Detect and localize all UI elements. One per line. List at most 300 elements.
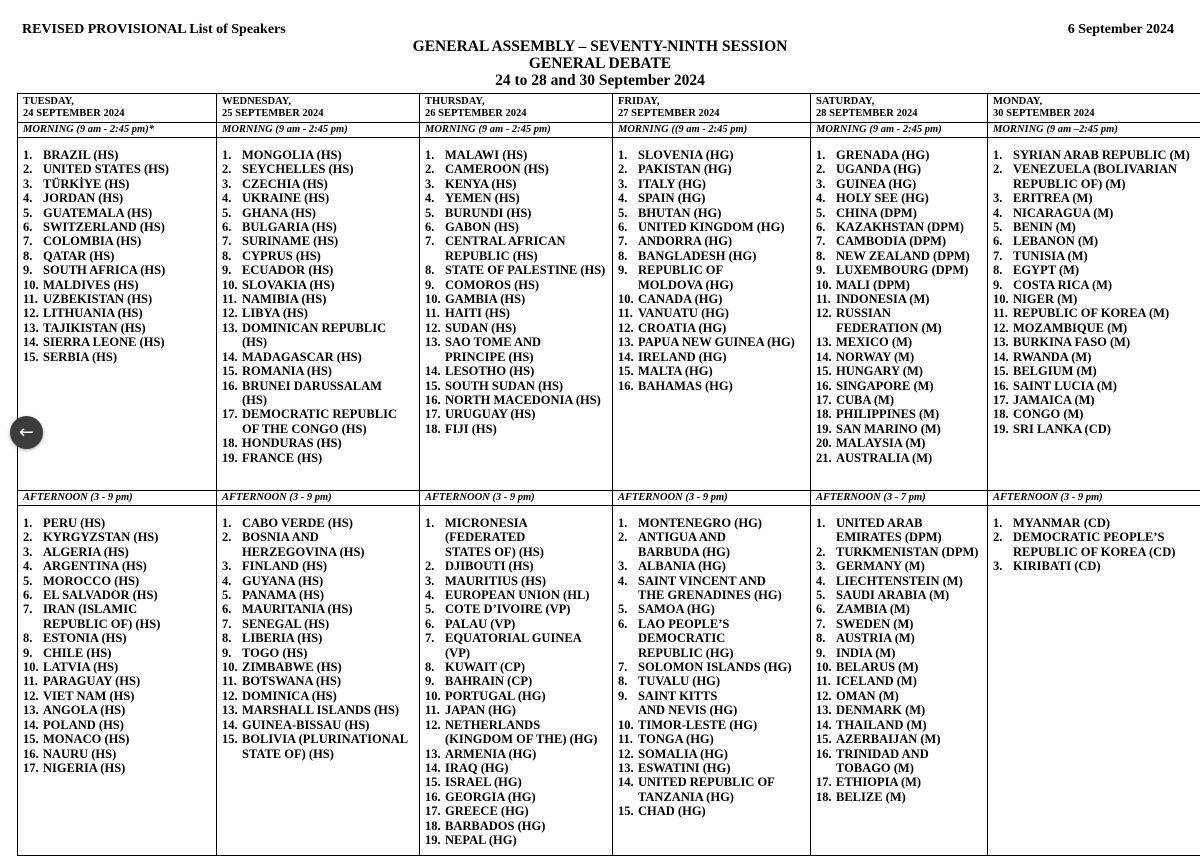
speaker-item	[23, 559, 211, 573]
speaker-name: PORTUGAL (HG)	[445, 688, 546, 703]
speaker-number: 8.	[993, 263, 1003, 278]
speaker-item	[222, 588, 414, 602]
speaker-item	[618, 177, 805, 191]
speaker-item	[618, 350, 805, 364]
speaker-name: ANGOLA (HS)	[43, 703, 126, 718]
speaker-name: KUWAIT (CP)	[445, 660, 525, 675]
speaker-item	[993, 559, 1200, 573]
speaker-item	[618, 775, 805, 804]
speaker-name: LATVIA (HS)	[43, 660, 119, 675]
speaker-item	[816, 220, 982, 234]
speaker-item	[618, 559, 805, 573]
speaker-number: 18.	[425, 421, 441, 436]
speaker-number: 12.	[222, 688, 238, 703]
speaker-number: 16.	[816, 378, 832, 393]
speaker-number: 7.	[618, 660, 628, 675]
speaker-item	[425, 718, 607, 747]
speaker-number: 13.	[618, 335, 634, 350]
speaker-number: 5.	[816, 588, 826, 603]
speaker-item	[425, 191, 607, 205]
speaker-name: LIBYA (HS)	[242, 306, 308, 321]
speaker-number: 4.	[23, 191, 33, 206]
speaker-number: 14.	[618, 349, 634, 364]
speaker-item	[23, 602, 211, 631]
speaker-name: ECUADOR (HS)	[242, 263, 334, 278]
speaker-number: 2.	[222, 162, 232, 177]
speaker-number: 7.	[816, 234, 826, 249]
speaker-number: 14.	[816, 717, 832, 732]
speaker-item	[222, 436, 414, 450]
speaker-item	[425, 819, 607, 833]
speaker-item	[618, 364, 805, 378]
speaker-name: ITALY (HG)	[638, 176, 706, 191]
speaker-name: GREECE (HG)	[445, 804, 529, 819]
speaker-name: HONDURAS (HS)	[242, 436, 342, 451]
speaker-number: 2.	[618, 162, 628, 177]
speaker-number: 12.	[425, 717, 441, 732]
speaker-name: SURINAME (HS)	[242, 234, 339, 249]
speaker-name: BAHRAIN (CP)	[445, 674, 533, 689]
speaker-number: 5.	[816, 205, 826, 220]
session-label: MORNING (9 am –2:45 pm)	[988, 123, 1200, 138]
speaker-item	[23, 335, 211, 349]
speaker-name: MALDIVES (HS)	[43, 277, 139, 292]
speaker-name: BELARUS (M)	[836, 660, 919, 675]
speaker-item	[618, 761, 805, 775]
speaker-name: DEMOCRATIC REPUBLIC OF THE CONGO (HS)	[242, 407, 397, 436]
speaker-item	[425, 321, 607, 335]
document-date: 6 September 2024	[1067, 22, 1174, 37]
speaker-number: 6.	[23, 220, 33, 235]
speaker-number: 4.	[816, 191, 826, 206]
speaker-number: 9.	[618, 688, 628, 703]
speaker-item	[23, 191, 211, 205]
speaker-name: SENEGAL (HS)	[242, 616, 330, 631]
speaker-item	[618, 206, 805, 220]
speaker-number: 6.	[222, 602, 232, 617]
speaker-item	[993, 422, 1200, 436]
speaker-name: FINLAND (HS)	[242, 559, 328, 574]
speaker-number: 1.	[993, 516, 1003, 530]
speaker-name: HAITI (HS)	[445, 306, 510, 321]
speaker-item	[222, 177, 414, 191]
speaker-number: 15.	[816, 732, 832, 747]
speaker-name: ARMENIA (HG)	[445, 746, 537, 761]
speaker-name: BELIZE (M)	[836, 789, 906, 804]
speaker-item	[222, 350, 414, 364]
speaker-number: 8.	[425, 263, 435, 278]
speaker-item	[816, 747, 982, 776]
speaker-item	[816, 602, 982, 616]
speaker-number: 14.	[222, 717, 238, 732]
speaker-number: 2.	[816, 544, 826, 559]
speaker-name: CANADA (HG)	[638, 292, 723, 307]
speaker-name: NEW ZEALAND (DPM)	[836, 248, 970, 263]
speaker-number: 6.	[23, 588, 33, 603]
speaker-name: ETHIOPIA (M)	[836, 775, 922, 790]
speaker-number: 12.	[993, 320, 1009, 335]
back-button[interactable]	[10, 416, 43, 449]
speaker-number: 5.	[222, 205, 232, 220]
speaker-list	[420, 138, 613, 491]
speaker-number: 3.	[618, 559, 628, 574]
speaker-number: 14.	[618, 775, 634, 790]
speaker-item	[816, 451, 982, 465]
speaker-number: 2.	[23, 530, 33, 545]
speaker-number: 13.	[23, 320, 39, 335]
speaker-number: 3.	[23, 176, 33, 191]
speaker-item	[816, 148, 982, 162]
speaker-list	[217, 506, 420, 856]
speaker-item	[618, 335, 805, 349]
speaker-name: MALAYSIA (M)	[836, 436, 926, 451]
speaker-item	[816, 436, 982, 450]
speaker-name: SAMOA (HG)	[638, 602, 715, 617]
speaker-item	[993, 263, 1200, 277]
speaker-name: MONTENEGRO (HG)	[638, 516, 762, 530]
speaker-name: CHAD (HG)	[638, 804, 706, 819]
speaker-number: 20.	[816, 436, 832, 451]
speaker-name: GUYANA (HS)	[242, 573, 324, 588]
session-label: AFTERNOON (3 - 7 pm)	[811, 491, 988, 506]
speaker-item	[425, 703, 607, 717]
speaker-name: CZECHIA (HS)	[242, 176, 328, 191]
speaker-item	[993, 516, 1200, 530]
speaker-list	[988, 138, 1200, 491]
speaker-name: NORWAY (M)	[836, 349, 915, 364]
speaker-number: 1.	[23, 148, 33, 162]
speaker-item	[23, 747, 211, 761]
speaker-number: 15.	[618, 804, 634, 819]
speaker-item	[23, 660, 211, 674]
speaker-name: DENMARK (M)	[836, 703, 926, 718]
speaker-item	[816, 393, 982, 407]
speaker-item	[23, 530, 211, 544]
speaker-name: KIRIBATI (CD)	[1013, 559, 1101, 574]
speaker-name: SAO TOME AND PRINCIPE (HS)	[445, 335, 542, 364]
speaker-name: GEORGIA (HG)	[445, 789, 536, 804]
speaker-item	[425, 234, 607, 263]
speaker-item	[816, 674, 982, 688]
speaker-number: 16.	[816, 746, 832, 761]
speaker-item	[816, 646, 982, 660]
speaker-item	[816, 191, 982, 205]
speaker-number: 11.	[222, 292, 237, 307]
speaker-number: 1.	[222, 148, 232, 162]
speaker-name: LITHUANIA (HS)	[43, 306, 143, 321]
speaker-name: KAZAKHSTAN (DPM)	[836, 220, 964, 235]
speaker-name: GERMANY (M)	[836, 559, 925, 574]
speaker-name: TIMOR-LESTE (HG)	[638, 717, 758, 732]
speaker-name: ANDORRA (HG)	[638, 234, 733, 249]
speaker-number: 3.	[993, 191, 1003, 206]
speaker-number: 13.	[23, 703, 39, 718]
speaker-name: UGANDA (HG)	[836, 162, 922, 177]
speaker-item	[993, 321, 1200, 335]
speaker-name: CABO VERDE (HS)	[242, 516, 353, 530]
speaker-number: 1.	[425, 516, 435, 530]
speaker-number: 11.	[816, 674, 831, 689]
speaker-number: 7.	[23, 234, 33, 249]
speaker-number: 10.	[425, 688, 441, 703]
speaker-number: 10.	[618, 292, 634, 307]
speaker-number: 2.	[993, 530, 1003, 545]
speaker-name: SOLOMON ISLANDS (HG)	[638, 660, 792, 675]
speaker-item	[222, 220, 414, 234]
speaker-item	[23, 249, 211, 263]
speaker-name: SAN MARINO (M)	[836, 421, 941, 436]
speaker-number: 11.	[816, 292, 831, 307]
speaker-item	[993, 350, 1200, 364]
speaker-name: MALTA (HG)	[638, 364, 713, 379]
speaker-number: 3.	[222, 559, 232, 574]
speaker-item	[993, 234, 1200, 248]
speaker-item	[23, 718, 211, 732]
speaker-number: 16.	[425, 789, 441, 804]
speaker-number: 18.	[222, 436, 238, 451]
speaker-number: 14.	[222, 349, 238, 364]
speaker-number: 2.	[993, 162, 1003, 177]
speaker-item	[816, 732, 982, 746]
speaker-name: MOROCCO (HS)	[43, 573, 140, 588]
speaker-number: 4.	[23, 559, 33, 574]
speaker-name: MICRONESIA (FEDERATED STATES OF) (HS)	[445, 516, 544, 559]
speaker-item	[425, 833, 607, 847]
speaker-item	[816, 559, 982, 573]
speaker-number: 1.	[425, 148, 435, 162]
speaker-number: 7.	[618, 234, 628, 249]
speaker-number: 11.	[425, 306, 440, 321]
speaker-number: 15.	[222, 732, 238, 747]
speaker-name: BENIN (M)	[1013, 220, 1076, 235]
speaker-number: 5.	[618, 602, 628, 617]
session-label: MORNING ((9 am - 2:45 pm)	[613, 123, 811, 138]
speaker-number: 14.	[425, 760, 441, 775]
speaker-item	[618, 162, 805, 176]
speaker-item	[425, 364, 607, 378]
speaker-name: BOLIVIA (PLURINATIONAL STATE OF) (HS)	[242, 732, 409, 761]
speaker-item	[425, 206, 607, 220]
speaker-number: 13.	[222, 703, 238, 718]
speaker-item	[618, 516, 805, 530]
speaker-item	[816, 703, 982, 717]
speaker-number: 13.	[618, 760, 634, 775]
speaker-name: MAURITANIA (HS)	[242, 602, 353, 617]
speaker-name: UNITED ARAB EMIRATES (DPM)	[836, 516, 942, 545]
speaker-name: SOUTH AFRICA (HS)	[43, 263, 166, 278]
speaker-name: MONACO (HS)	[43, 732, 130, 747]
speaker-item	[23, 177, 211, 191]
speaker-name: SAUDI ARABIA (M)	[836, 588, 950, 603]
speaker-name: IRELAND (HG)	[638, 349, 727, 364]
day-header: MONDAY, 30 SEPTEMBER 2024	[988, 94, 1200, 123]
speaker-number: 11.	[618, 732, 633, 747]
speaker-number: 16.	[993, 378, 1009, 393]
speaker-item	[816, 306, 982, 335]
speaker-name: MALAWI (HS)	[445, 148, 528, 162]
speaker-number: 21.	[816, 450, 832, 465]
speaker-number: 8.	[618, 248, 628, 263]
speaker-number: 13.	[425, 335, 441, 350]
speaker-name: BHUTAN (HG)	[638, 205, 722, 220]
speaker-item	[222, 292, 414, 306]
speaker-item	[618, 263, 805, 292]
speaker-name: URUGUAY (HS)	[445, 407, 536, 422]
speaker-number: 3.	[222, 176, 232, 191]
speaker-item	[425, 574, 607, 588]
speaker-number: 17.	[993, 392, 1009, 407]
speaker-item	[23, 631, 211, 645]
speaker-name: REPUBLIC OF KOREA (M)	[1013, 306, 1170, 321]
speaker-name: NICARAGUA (M)	[1013, 205, 1114, 220]
session-label: AFTERNOON (3 - 9 pm)	[613, 491, 811, 506]
speaker-number: 3.	[993, 559, 1003, 574]
speaker-number: 6.	[993, 234, 1003, 249]
speaker-name: JAPAN (HG)	[445, 703, 516, 718]
speaker-name: NAURU (HS)	[43, 746, 117, 761]
speaker-name: MADAGASCAR (HS)	[242, 349, 362, 364]
speaker-name: INDIA (M)	[836, 645, 896, 660]
speaker-item	[23, 350, 211, 364]
speaker-number: 10.	[222, 277, 238, 292]
speaker-item	[222, 234, 414, 248]
speaker-number: 17.	[23, 760, 39, 775]
speaker-name: JAMAICA (M)	[1013, 392, 1095, 407]
speaker-item	[222, 559, 414, 573]
speaker-number: 10.	[425, 292, 441, 307]
speaker-number: 10.	[816, 277, 832, 292]
speaker-name: LESOTHO (HS)	[445, 364, 535, 379]
speaker-item	[425, 631, 607, 660]
speaker-name: DEMOCRATIC PEOPLE’S REPUBLIC OF KOREA (CD)	[1013, 530, 1176, 559]
speaker-number: 8.	[23, 248, 33, 263]
speaker-name: MYANMAR (CD)	[1013, 516, 1111, 530]
speaker-number: 11.	[618, 306, 633, 321]
speaker-name: TRINIDAD AND TOBAGO (M)	[836, 746, 929, 775]
speaker-name: REPUBLIC OF MOLDOVA (HG)	[638, 263, 734, 292]
speaker-name: COSTA RICA (M)	[1013, 277, 1113, 292]
speaker-name: SUDAN (HS)	[445, 320, 517, 335]
speaker-item	[993, 162, 1200, 191]
speaker-item	[23, 220, 211, 234]
speaker-name: COTE D’IVOIRE (VP)	[445, 602, 571, 617]
speaker-list	[613, 138, 811, 491]
speaker-number: 2.	[816, 162, 826, 177]
speaker-item	[993, 220, 1200, 234]
speaker-item	[993, 191, 1200, 205]
speaker-name: JORDAN (HS)	[43, 191, 124, 206]
speaker-number: 16.	[618, 378, 634, 393]
speaker-list	[988, 506, 1200, 856]
afternoon-label-row	[18, 491, 1200, 506]
speaker-item	[425, 617, 607, 631]
speaker-name: ALGERIA (HS)	[43, 544, 129, 559]
speaker-name: VENEZUELA (BOLIVARIAN REPUBLIC OF) (M)	[1013, 162, 1178, 191]
session-label: MORNING (9 am - 2:45 pm)	[420, 123, 613, 138]
day-header: WEDNESDAY, 25 SEPTEMBER 2024	[217, 94, 420, 123]
speaker-name: BELGIUM (M)	[1013, 364, 1097, 379]
session-label: MORNING (9 am - 2:45 pm)	[811, 123, 988, 138]
speaker-item	[993, 292, 1200, 306]
speaker-name: BANGLADESH (HG)	[638, 248, 757, 263]
speaker-number: 12.	[816, 688, 832, 703]
speaker-number: 6.	[222, 220, 232, 235]
speaker-name: RUSSIAN FEDERATION (M)	[836, 306, 942, 335]
speaker-number: 6.	[816, 220, 826, 235]
speaker-number: 5.	[23, 205, 33, 220]
speaker-item	[222, 574, 414, 588]
speaker-item	[222, 674, 414, 688]
speaker-name: THAILAND (M)	[836, 717, 927, 732]
speaker-name: ERITREA (M)	[1013, 191, 1093, 206]
speaker-item	[618, 292, 805, 306]
speaker-name: ROMANIA (HS)	[242, 364, 332, 379]
speaker-item	[816, 790, 982, 804]
speaker-item	[618, 747, 805, 761]
speaker-item	[993, 393, 1200, 407]
speaker-name: DOMINICA (HS)	[242, 688, 337, 703]
speaker-number: 10.	[816, 660, 832, 675]
speaker-number: 19.	[816, 421, 832, 436]
speaker-item	[222, 689, 414, 703]
speaker-name: COLOMBIA (HS)	[43, 234, 142, 249]
speaker-item	[618, 804, 805, 818]
speaker-name: AUSTRALIA (M)	[836, 450, 933, 465]
speaker-item	[425, 148, 607, 162]
speaker-number: 1.	[816, 148, 826, 162]
day-header: THURSDAY, 26 SEPTEMBER 2024	[420, 94, 613, 123]
speaker-number: 4.	[993, 205, 1003, 220]
speaker-number: 18.	[993, 407, 1009, 422]
speaker-number: 6.	[618, 616, 628, 631]
speaker-name: CHILE (HS)	[43, 645, 112, 660]
speaker-number: 9.	[425, 674, 435, 689]
title-debate: GENERAL DEBATE	[528, 55, 672, 72]
speaker-item	[618, 617, 805, 660]
speaker-name: SRI LANKA (CD)	[1013, 421, 1111, 436]
speaker-number: 7.	[222, 234, 232, 249]
speaker-item	[425, 379, 607, 393]
speaker-number: 5.	[222, 588, 232, 603]
speaker-name: UNITED STATES (HS)	[43, 162, 169, 177]
speaker-name: CAMBODIA (DPM)	[836, 234, 947, 249]
speaker-name: UNITED KINGDOM (HG)	[638, 220, 785, 235]
speaker-number: 5.	[993, 220, 1003, 235]
speaker-item	[993, 530, 1200, 559]
speaker-number: 12.	[222, 306, 238, 321]
speaker-item	[618, 674, 805, 688]
speaker-number: 18.	[816, 407, 832, 422]
speaker-number: 9.	[425, 277, 435, 292]
speaker-item	[23, 588, 211, 602]
speaker-number: 1.	[618, 148, 628, 162]
speaker-name: GRENADA (HG)	[836, 148, 930, 162]
speaker-name: STATE OF PALESTINE (HS)	[445, 263, 606, 278]
speaker-name: NEPAL (HG)	[445, 832, 517, 847]
speaker-item	[23, 263, 211, 277]
speaker-number: 13.	[993, 335, 1009, 350]
document-status: REVISED PROVISIONAL List of Speakers	[22, 22, 286, 37]
speaker-name: EUROPEAN UNION (HL)	[445, 588, 590, 603]
speaker-item	[816, 335, 982, 349]
speaker-item	[618, 191, 805, 205]
speaker-name: MEXICO (M)	[836, 335, 913, 350]
speaker-item	[816, 631, 982, 645]
speaker-item	[993, 364, 1200, 378]
speaker-item	[816, 588, 982, 602]
speaker-item	[23, 148, 211, 162]
speaker-item	[993, 206, 1200, 220]
